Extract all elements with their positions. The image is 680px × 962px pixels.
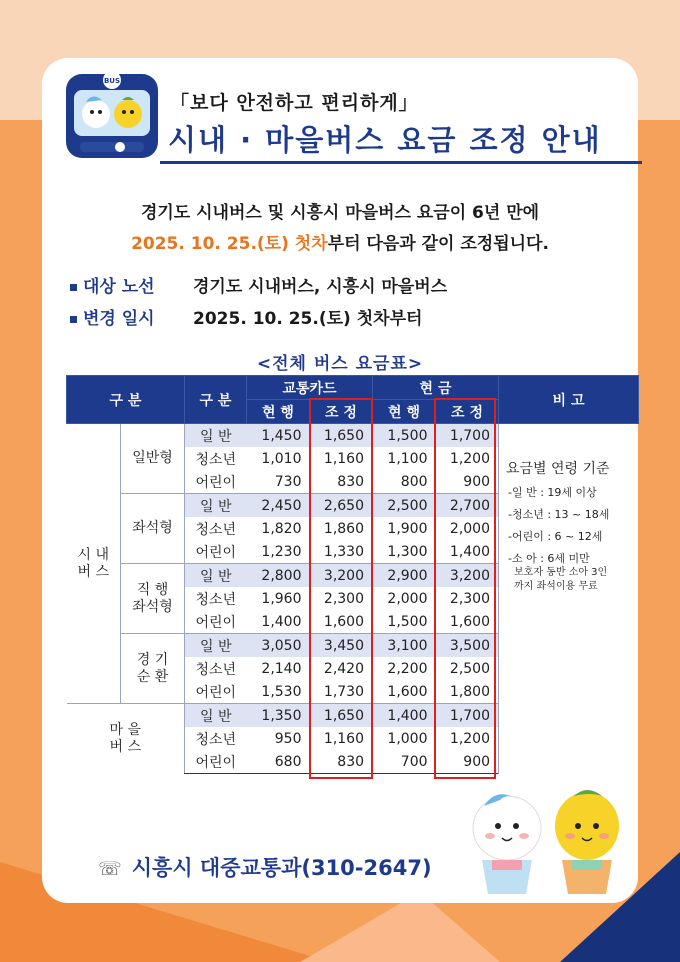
card-current-cell: 1,230: [261, 543, 302, 560]
cash-current-cell: 1,100: [387, 450, 428, 467]
note-item: -어린이 : 6 ~ 12세: [508, 530, 603, 543]
header-category: 구 분: [67, 376, 185, 424]
card-current-cell: 950: [274, 730, 302, 747]
card-adjusted-cell: 830: [310, 750, 373, 774]
telephone-icon: ☏: [98, 858, 122, 880]
note-item: -청소년 : 13 ~ 18세: [508, 508, 610, 521]
age-cell: 어린이: [185, 680, 247, 704]
card-adjusted-cell: 3,200: [310, 564, 373, 588]
cash-current-cell: 1,600: [387, 683, 428, 700]
bus-type: 일반형: [121, 424, 185, 494]
cash-adjusted-cell: 2,700: [436, 494, 499, 518]
age-criteria-note: [500, 430, 640, 594]
note-small-text: 보호자 동반 소아 3인 까지 좌석이용 무료: [514, 567, 608, 592]
cash-adjusted-cell: 1,800: [449, 683, 491, 700]
cash-current-cell: 700: [373, 750, 436, 774]
svg-text:BUS: BUS: [103, 77, 121, 85]
age-cell: 청소년: [185, 517, 247, 540]
table-title: <전체 버스 요금표>: [256, 354, 424, 374]
header-subtitle: 「보다 안전하고 편리하게」: [170, 92, 419, 114]
cash-adjusted-cell: 2,000: [449, 520, 491, 537]
cash-current-cell: 2,000: [387, 590, 428, 607]
card-current-cell: 1,400: [261, 613, 302, 630]
card-adjusted-cell: 1,330: [310, 540, 373, 564]
header-card: 교통카드: [247, 376, 373, 400]
card-current-cell: 730: [274, 473, 302, 490]
bullet-square-icon: [70, 316, 77, 323]
bus-type: 좌석형: [121, 494, 185, 564]
age-cell: 어린이: [185, 610, 247, 634]
age-cell: 청소년: [185, 727, 247, 750]
age-cell: 어린이: [185, 470, 247, 494]
cash-adjusted-cell: 1,400: [449, 543, 491, 560]
cash-current-cell: 1,300: [387, 543, 428, 560]
info-change-date: [70, 304, 422, 329]
card-current-cell: 1,350: [247, 704, 310, 728]
age-cell: 일 반: [185, 704, 247, 728]
cash-current-cell: 1,500: [387, 613, 428, 630]
age-cell: 일 반: [185, 634, 247, 658]
cash-adjusted-cell: 1,600: [449, 613, 491, 630]
card-adjusted-highlight-box: [309, 398, 373, 779]
cash-adjusted-cell: 1,700: [436, 704, 499, 728]
bus-type: 경 기 순 환: [121, 634, 185, 704]
cash-current-cell: 1,400: [373, 704, 436, 728]
cash-adjusted-cell: 1,200: [449, 450, 491, 467]
intro-date-highlight: 2025. 10. 25.(토) 첫차: [131, 234, 328, 254]
cash-adjusted-cell: 3,500: [436, 634, 499, 658]
card-adjusted-cell: 1,650: [310, 704, 373, 728]
card-current-cell: 2,800: [247, 564, 310, 588]
header-card-current: 현 행: [247, 400, 310, 424]
intro-line-2: [0, 229, 680, 254]
card-current-cell: 2,450: [247, 494, 310, 518]
card-current-cell: 2,140: [261, 660, 302, 677]
info-value: 2025. 10. 25.(토) 첫차부터: [193, 309, 423, 329]
intro-line-1: 경기도 시내버스 및 시흥시 마을버스 요금이 6년 만에: [140, 203, 540, 223]
contact-text: 시흥시 대중교통과(310-2647): [131, 856, 432, 880]
mascot-characters: [462, 780, 632, 900]
note-item: -소 아 : 6세 미만: [508, 552, 590, 565]
page-title: 시내 · 마을버스 요금 조정 안내: [168, 123, 602, 157]
card-current-cell: 680: [247, 750, 310, 774]
card-adjusted-cell: 3,450: [310, 634, 373, 658]
cash-adjusted-cell: 1,700: [436, 424, 499, 448]
age-cell: 어린이: [185, 750, 247, 774]
card-current-cell: 1,530: [261, 683, 302, 700]
category-city-bus: 시 내 버 스: [77, 546, 109, 580]
card-current-cell: 3,050: [247, 634, 310, 658]
card-adjusted-cell: 2,300: [310, 587, 373, 610]
card-adjusted-cell: 1,860: [310, 517, 373, 540]
cash-adjusted-highlight-box: [434, 398, 496, 779]
card-adjusted-cell: 2,650: [310, 494, 373, 518]
cash-current-cell: 1,500: [373, 424, 436, 448]
card-adjusted-cell: 830: [310, 470, 373, 494]
card-current-cell: 1,010: [261, 450, 302, 467]
note-item: -일 반 : 19세 이상: [508, 486, 597, 499]
cash-current-cell: 2,200: [387, 660, 428, 677]
age-cell: 일 반: [185, 564, 247, 588]
card-current-cell: 1,450: [247, 424, 310, 448]
note-title: 요금별 연령 기준: [506, 461, 610, 477]
bus-type: 직 행 좌석형: [121, 564, 185, 634]
cash-adjusted-cell: 2,500: [449, 660, 491, 677]
cash-adjusted-cell: 1,200: [449, 730, 491, 747]
info-label: 대상 노선: [83, 277, 155, 297]
bullet-square-icon: [70, 284, 77, 291]
cash-current-cell: 2,500: [373, 494, 436, 518]
cash-current-cell: 3,100: [373, 634, 436, 658]
age-cell: 일 반: [185, 494, 247, 518]
card-current-cell: 1,820: [261, 520, 302, 537]
cash-adjusted-cell: 900: [463, 473, 491, 490]
header-card-adjusted: 조 정: [310, 400, 373, 424]
intro-line-2-rest: 부터 다음과 같이 조정됩니다.: [327, 234, 549, 254]
card-adjusted-cell: 2,420: [310, 657, 373, 680]
age-cell: 어린이: [185, 540, 247, 564]
cash-current-cell: 800: [400, 473, 428, 490]
info-target-routes: [70, 272, 447, 297]
header-cash-current: 현 행: [373, 400, 436, 424]
cash-adjusted-cell: 3,200: [436, 564, 499, 588]
age-cell: 청소년: [185, 657, 247, 680]
header-age: 구 분: [185, 376, 247, 424]
header-cash: 현 금: [373, 376, 499, 400]
age-cell: 청소년: [185, 447, 247, 470]
cash-adjusted-cell: 2,300: [449, 590, 491, 607]
bus-mascot-logo: [62, 68, 162, 164]
card-adjusted-cell: 1,600: [310, 610, 373, 634]
card-adjusted-cell: 1,730: [310, 680, 373, 704]
cash-current-cell: 1,900: [387, 520, 428, 537]
title-underline: [160, 161, 642, 164]
header-cash-adjusted: 조 정: [436, 400, 499, 424]
info-value: 경기도 시내버스, 시흥시 마을버스: [193, 277, 448, 297]
card-adjusted-cell: 1,160: [310, 447, 373, 470]
info-label: 변경 일시: [83, 309, 155, 329]
contact-info: [98, 852, 432, 882]
card-adjusted-cell: 1,650: [310, 424, 373, 448]
header-note: 비 고: [499, 376, 639, 424]
category-village-bus: 마 을 버 스: [67, 704, 185, 774]
cash-adjusted-cell: 900: [436, 750, 499, 774]
age-cell: 청소년: [185, 587, 247, 610]
card-current-cell: 1,960: [261, 590, 302, 607]
card-adjusted-cell: 1,160: [310, 727, 373, 750]
cash-current-cell: 1,000: [387, 730, 428, 747]
cash-current-cell: 2,900: [373, 564, 436, 588]
age-cell: 일 반: [185, 424, 247, 448]
